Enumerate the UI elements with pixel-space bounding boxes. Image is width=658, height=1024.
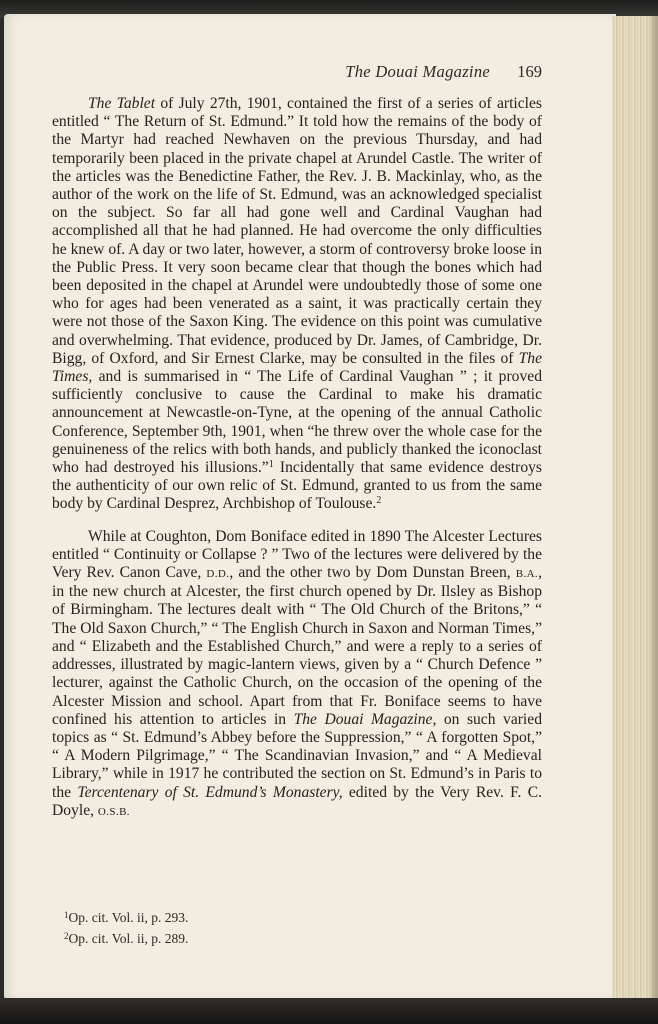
italic-text: The Tablet [88,95,156,112]
footnote-marker: 1 [64,910,69,920]
text-run: on such varied topics as “ St. Edmund’s Abbey before the Suppression,” “ A forgotten Spot,” “ A Modern Pilgrimage,” “ The Scandinavian Invasion,” and “ A Medieval Library,” while in 1917 he contributed the section on St. Edmund’s in Paris to the [52,710,542,801]
smallcaps-text: O.S.B. [97,805,130,818]
text-run: of July 27th, 1901, contained the first of a series of articles entitled “ The Return of St. Edmund.” It told how the remains of the body of the Martyr had reached Newhaven on the previous Thursday, and had temporarily been placed in the private chapel at Arundel Castle. The writer of the articles was the Benedictine Father, the Rev. J. B. Mackinlay, who, as the author of the work on the life of St. Edmund, was an acknowledged specialist on the subject. So far all had gone well and Cardinal Vaughan had accomplished all that he had planned. He had overcome the only difficulties he knew of. A day or two later, however, a storm of controversy broke loose in the Public Press. It very soon became clear that though the bones which had been deposited in the chapel at Arundel were undoubtedly those of some one who for ages had been venerated as a saint, it was practically certain they were not those of the Saxon King. The evidence on this point was cumulative and overwhelming. That evidence, produced by Dr. James, of Cambridge, Dr. Bigg, of Oxford, and Sir Ernest Clarke, may be consulted in the files of [52,95,543,367]
text-run: , in the new church at Alcester, the first church opened by Dr. Ilsley as Bishop of Birmingham. The lectures dealt with “ The Old Church of the Britons,” “ The Old Saxon Church,” “ The English Church in Saxon and Norman Times,” and “ Elizabeth and the Established Church,” and were a reply to a series of addresses, illustrated by magic-lantern views, given by a “ Church Defence ” lecturer, against the Catholic Church, on the occasion of the opening of the Alcester Mission and school. Apart from that Fr. Boniface seems to have confined his attention to articles in [52,564,542,728]
footnote-marker: 2 [64,931,69,941]
footnote [64,906,364,927]
text-run: , and the other two by Dom Dunstan Breen, [229,564,516,582]
scan-border-bottom [0,998,658,1024]
footnote [64,927,364,948]
text-run: and is summarised in “ The Life of Cardinal Vaughan ” ; it proved sufficiently conclusive to cause the Cardinal to make his dramatic announcement at Newcastle-on-Tyne, at the opening of the annual Catholic Conference, September 9th, 1901, when “he threw over the whole case for the genuineness of the relics with both hands, and publicly thanked the iconoclast who had destroyed his illusions.” [52,368,542,477]
page-number: 169 [517,62,542,81]
paragraph [52,95,542,514]
running-header [52,62,542,86]
footnote-text: Op. cit. Vol. ii, p. 293. [68,910,189,925]
smallcaps-text: B.A. [515,568,539,581]
text-run: edited by the Very Rev. F. C. Doyle, [52,783,542,819]
running-title: The Douai Magazine [345,62,490,81]
footnote-text: Op. cit. Vol. ii, p. 289. [68,931,189,946]
italic-text: The Douai Magazine, [293,710,437,728]
footnote-reference: 1 [268,459,274,471]
body-text [52,95,542,821]
footnote-reference: 2 [376,495,382,507]
text-run: Incidentally that same evidence destroys the authenticity of our own relic of St. Edmund, granted to us from the same body by Cardinal Desprez, Archbishop of Toulouse. [52,459,542,513]
smallcaps-text: D.D. [206,568,230,581]
paragraph [52,528,542,821]
italic-text: The Times, [52,349,542,386]
text-run: While at Coughton, Dom Boniface edited in 1890 The Alcester Lectures entitled “ Continuity or Collapse ? ” Two of the lectures were delivered by the Very Rev. Canon Cave, [52,527,542,582]
italic-text: Tercentenary of St. Edmund’s Monastery, [77,783,343,801]
page-edges [612,16,658,1000]
footnotes [64,906,364,948]
